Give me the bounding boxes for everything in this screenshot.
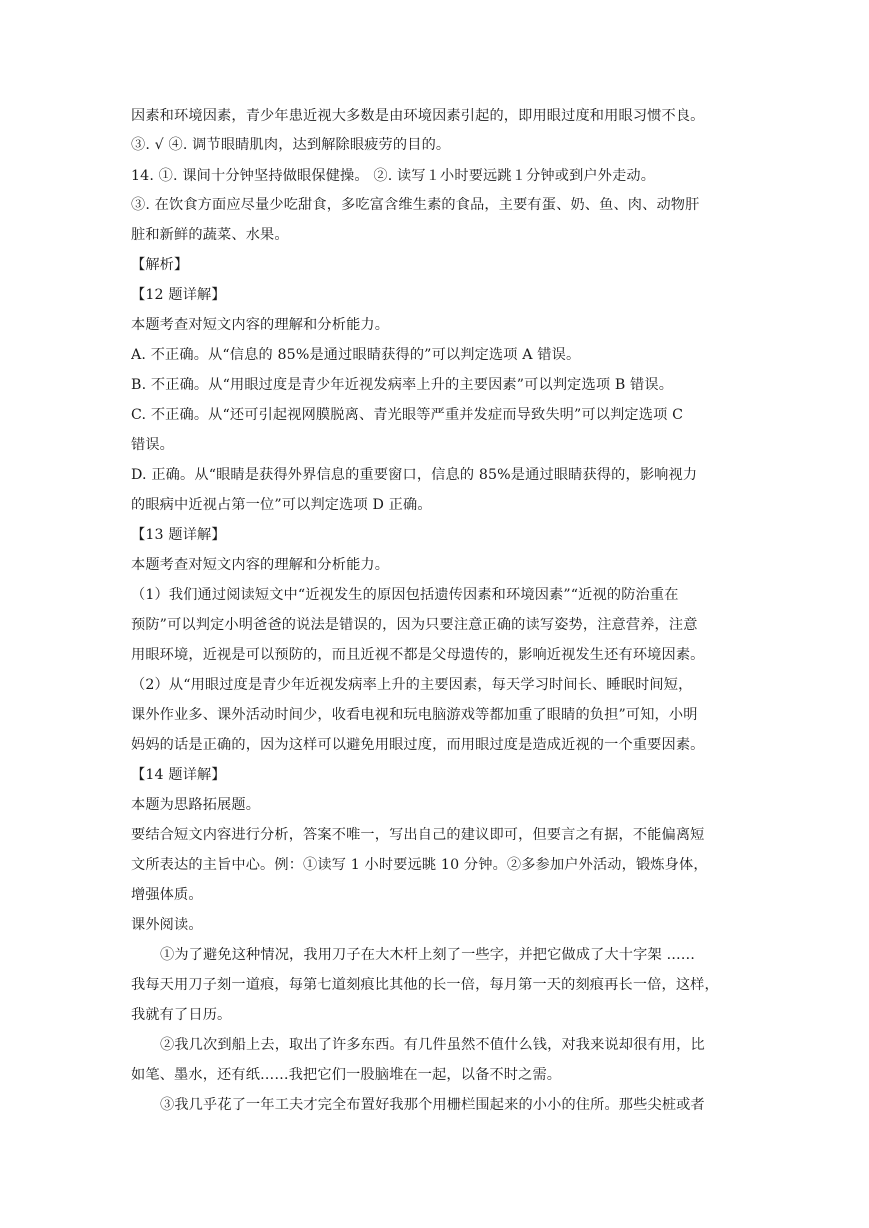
text-line: D. 正确。从“眼睛是获得外界信息的重要窗口，信息的 85%是通过眼睛获得的，影响视力 <box>131 467 698 483</box>
text-line: A. 不正确。从“信息的 85%是通过眼睛获得的”可以判定选项 A 错误。 <box>131 347 581 363</box>
section-heading-analysis: 【解析】 <box>131 257 189 273</box>
section-heading-q12: 【12 题详解】 <box>131 287 226 303</box>
text-line: 本题为思路拓展题。 <box>131 797 261 813</box>
paragraph-2-start: ②我几次到船上去，取出了许多东西。有几件虽然不值什么钱，对我来说却很有用，比 <box>160 1037 705 1053</box>
text-line: 脏和新鲜的蔬菜、水果。 <box>131 227 289 243</box>
text-line: 课外作业多、课外活动时间少，收看电视和玩电脑游戏等都加重了眼睛的负担”可知，小明 <box>131 707 698 723</box>
paragraph-1-start: ①为了避免这种情况，我用刀子在大木杆上刻了一些字，并把它做成了大十字架 …… <box>160 947 696 963</box>
text-line: 我就有了日历。 <box>131 1007 232 1023</box>
text-line: C. 不正确。从“还可引起视网膜脱离、青光眼等严重并发症而导致失明”可以判定选项 C <box>131 407 684 423</box>
text-line: （2）从“用眼过度是青少年近视发病率上升的主要因素，每天学习时间长、睡眠时间短， <box>131 677 693 693</box>
section-heading-extracurricular: 课外阅读。 <box>131 917 203 933</box>
text-line: 因素和环境因素，青少年患近视大多数是由环境因素引起的，即用眼过度和用眼习惯不良。 <box>131 108 705 124</box>
paragraph-3-start: ③我几乎花了一年工夫才完全布置好我那个用栅栏围起来的小小的住所。那些尖桩或者 <box>160 1097 705 1113</box>
text-line: ③. √ ④. 调节眼睛肌肉，达到解除眼疲劳的目的。 <box>131 137 451 153</box>
text-line: 文所表达的主旨中心。例：①读写 1 小时要远眺 10 分钟。②多参加户外活动，锻炼身体， <box>131 857 708 873</box>
text-line: 错误。 <box>131 437 175 453</box>
text-line: ③. 在饮食方面应尽量少吃甜食，多吃富含维生素的食品，主要有蛋、奶、鱼、肉、动物肝 <box>131 197 700 213</box>
text-line: 预防”可以判定小明爸爸的说法是错误的，因为只要注意正确的读写姿势，注意营养，注意 <box>131 617 698 633</box>
text-line: 本题考查对短文内容的理解和分析能力。 <box>131 557 390 573</box>
text-line: 要结合短文内容进行分析，答案不唯一，写出自己的建议即可，但要言之有据，不能偏离短 <box>131 827 705 843</box>
text-line: 妈妈的话是正确的，因为这样可以避免用眼过度，而用眼过度是造成近视的一个重要因素。 <box>131 737 705 753</box>
text-line: 14. ①. 课间十分钟坚持做眼保健操。 ②. 读写１小时要远跳１分钟或到户外走动。 <box>131 168 656 184</box>
text-line: 增强体质。 <box>131 887 203 903</box>
text-line: B. 不正确。从“用眼过度是青少年近视发病率上升的主要因素”可以判定选项 B 错误。 <box>131 377 674 393</box>
text-line: 用眼环境，近视是可以预防的，而且近视不都是父母遗传的，影响近视发生还有环境因素。 <box>131 647 705 663</box>
text-line: 的眼病中近视占第一位”可以判定选项 D 正确。 <box>131 497 432 513</box>
section-heading-q13: 【13 题详解】 <box>131 527 226 543</box>
text-line: 本题考查对短文内容的理解和分析能力。 <box>131 317 390 333</box>
text-line: 我每天用刀子刻一道痕，每第七道刻痕比其他的长一倍，每月第一天的刻痕再长一倍，这样， <box>131 977 719 993</box>
section-heading-q14: 【14 题详解】 <box>131 767 226 783</box>
text-line: 如笔、墨水，还有纸……我把它们一股脑堆在一起，以备不时之需。 <box>131 1067 562 1083</box>
text-line: （1）我们通过阅读短文中“近视发生的原因包括遗传因素和环境因素”“近视的防治重在 <box>131 587 679 603</box>
